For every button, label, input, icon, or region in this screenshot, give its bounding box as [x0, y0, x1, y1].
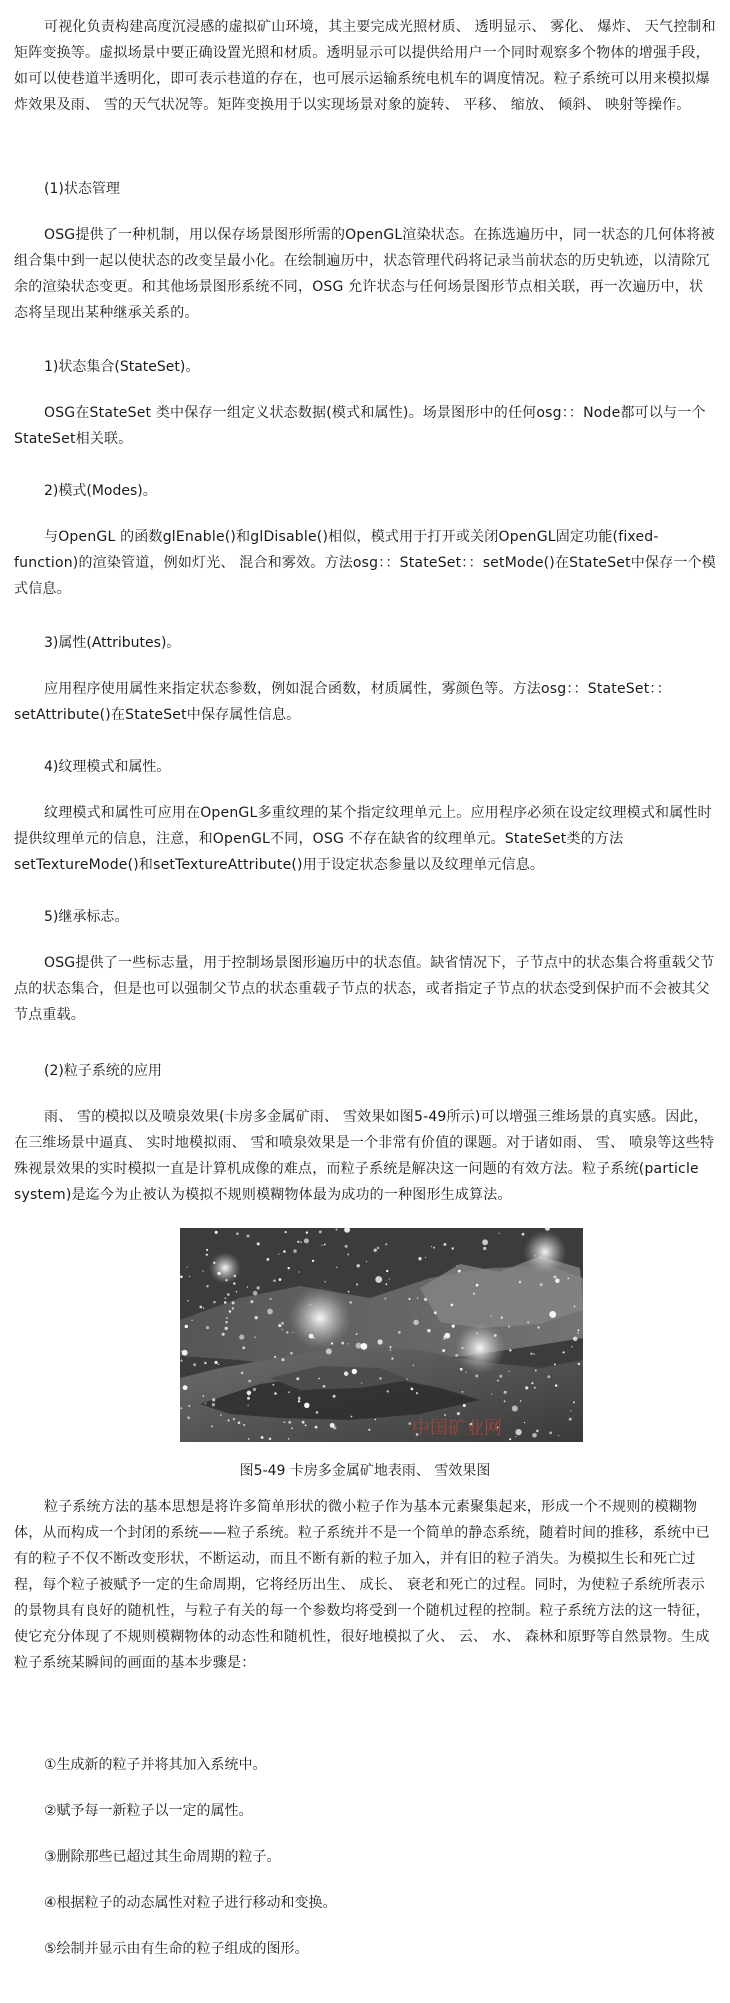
- snow-particle: [451, 1304, 454, 1307]
- snow-particle: [341, 1342, 344, 1345]
- snow-particle: [527, 1321, 529, 1323]
- snow-particle: [525, 1386, 528, 1389]
- snow-particle: [458, 1270, 461, 1273]
- snow-particle: [274, 1392, 277, 1395]
- snow-particle: [427, 1329, 430, 1332]
- snow-particle: [212, 1398, 215, 1401]
- snow-particle: [530, 1353, 532, 1355]
- snow-particle: [273, 1280, 275, 1282]
- snow-particle: [356, 1343, 362, 1349]
- snow-particle: [418, 1257, 421, 1260]
- snow-particle: [333, 1426, 336, 1429]
- snow-particle: [309, 1334, 314, 1339]
- modes-paragraph: 与OpenGL 的函数glEnable()和glDisable()相似，模式用于打开或关闭OpenGL固定功能(fixed-function)的渲染管道，例如灯光、 混合和雾效。方法osg：：StateSet：：setMode()在StateSet中保存一个模式信息。: [14, 529, 717, 597]
- snow-particle: [384, 1298, 386, 1300]
- particle-paragraph: 雨、 雪的模拟以及喷泉效果(卡房多金属矿雨、 雪效果如图5-49所示)可以增强三维场景的真实感。因此，在三维场景中逼真、 实时地模拟雨、 雪和喷泉效果是一个非常有价值的课题。对于诸如雨、 雪、 喷泉等这些特殊视景效果的实时模拟一直是计算机成像的难点，而粒子系统是解决这一问题的有效方法。粒子系统(particle system)是迄今为止被认为模拟不规则模糊物体最为成功的一种图形生成算法。: [14, 1109, 715, 1203]
- snow-particle: [187, 1300, 189, 1302]
- heading-attributes: 3)属性(Attributes)。: [44, 635, 181, 651]
- snow-particle: [225, 1327, 228, 1330]
- snow-particle: [461, 1391, 463, 1393]
- snow-particle: [318, 1378, 320, 1380]
- snow-particle: [293, 1249, 296, 1252]
- snow-particle: [386, 1283, 388, 1285]
- snow-particle: [286, 1331, 288, 1333]
- snow-particle: [225, 1321, 227, 1323]
- snow-particle: [499, 1375, 502, 1378]
- snow-particle: [232, 1301, 235, 1304]
- snow-particle: [531, 1382, 533, 1384]
- snow-particle: [389, 1278, 390, 1279]
- snow-particle: [386, 1390, 388, 1392]
- snow-particle: [220, 1414, 222, 1416]
- snow-particle: [222, 1333, 225, 1336]
- snow-particle: [578, 1329, 580, 1331]
- snow-particle: [218, 1364, 219, 1365]
- snow-particle: [413, 1365, 414, 1366]
- snow-particle: [233, 1275, 236, 1278]
- snow-particle: [509, 1438, 511, 1440]
- snow-particle: [366, 1261, 367, 1262]
- snow-particle: [336, 1267, 337, 1268]
- snow-particle: [254, 1336, 256, 1338]
- snow-particle: [335, 1228, 337, 1230]
- snow-particle: [425, 1257, 426, 1258]
- snow-particle: [324, 1281, 326, 1283]
- snow-particle: [227, 1419, 229, 1421]
- snow-particle: [298, 1400, 300, 1402]
- snow-particle: [284, 1421, 286, 1423]
- snow-particle: [180, 1360, 182, 1362]
- snow-particle: [224, 1301, 227, 1304]
- snow-particle: [278, 1324, 281, 1327]
- snow-particle: [233, 1418, 235, 1420]
- snow-particle: [206, 1249, 208, 1251]
- snow-particle: [577, 1332, 579, 1334]
- snow-particle: [452, 1247, 454, 1249]
- snow-particle: [347, 1254, 349, 1256]
- snow-particle: [509, 1349, 511, 1351]
- snow-particle: [266, 1258, 269, 1261]
- snow-particle: [236, 1232, 239, 1235]
- snow-particle: [377, 1339, 382, 1344]
- snow-particle: [498, 1233, 499, 1234]
- snow-particle: [182, 1350, 188, 1356]
- snow-particle: [408, 1298, 410, 1300]
- snow-particle: [187, 1416, 190, 1419]
- snow-particle: [573, 1337, 578, 1342]
- snow-particle: [205, 1403, 206, 1404]
- step-item-5: ⑤绘制并显示由有生命的粒子组成的图形。: [44, 1941, 309, 1957]
- snow-particle: [300, 1241, 301, 1242]
- snow-particle: [238, 1421, 241, 1424]
- snow-particle: [199, 1306, 202, 1309]
- snow-particle: [413, 1320, 419, 1326]
- snow-particle: [256, 1286, 259, 1289]
- snow-particle: [213, 1301, 216, 1304]
- snow-particle: [351, 1416, 353, 1418]
- snow-particle: [288, 1438, 289, 1439]
- snow-particle: [202, 1270, 204, 1272]
- snow-particle: [324, 1244, 326, 1246]
- snow-particle: [306, 1231, 308, 1233]
- snow-particle: [213, 1262, 215, 1264]
- snow-particle: [462, 1347, 464, 1349]
- snow-particle: [476, 1284, 479, 1287]
- snow-particle: [248, 1380, 251, 1383]
- snow-particle: [558, 1435, 559, 1436]
- snow-particle: [443, 1338, 445, 1340]
- snow-particle: [304, 1238, 309, 1243]
- snow-particle: [248, 1438, 250, 1440]
- snow-particle: [524, 1422, 525, 1423]
- snow-particle: [247, 1405, 248, 1406]
- snow-particle: [250, 1300, 253, 1303]
- heading-texture: 4)纹理模式和属性。: [44, 759, 171, 775]
- state-management-paragraph: OSG提供了一种机制，用以保存场景图形所需的OpenGL渲染状态。在拣选遍历中，同一状态的几何体将被组合集中到一起以使状态的改变呈最小化。在绘制遍历中，状态管理代码将记录当前状态的历史轨迹，以清除冗余的渲染状态变更。和其他场景图形系统不同，OSG 允许状态与任何场景图形节点相关联，再一次遍历中，状态将呈现出某种继承关系的。: [14, 227, 715, 321]
- snow-particle: [555, 1384, 557, 1386]
- snow-particle: [282, 1358, 285, 1361]
- snow-particle: [379, 1377, 381, 1379]
- snow-particle: [452, 1325, 455, 1328]
- snow-particle: [457, 1412, 460, 1415]
- snow-particle: [291, 1427, 293, 1429]
- snow-particle: [569, 1418, 572, 1421]
- snow-particle: [417, 1298, 418, 1299]
- snow-particle: [501, 1316, 503, 1318]
- snow-particle: [375, 1419, 376, 1420]
- snow-particle: [281, 1322, 284, 1325]
- snow-particle: [391, 1357, 393, 1359]
- snow-particle: [267, 1309, 273, 1315]
- intro-paragraph: 可视化负责构建高度沉浸感的虚拟矿山环境，其主要完成光照材质、 透明显示、 雾化、 爆炸、 天气控制和矩阵变换等。虚拟场景中要正确设置光照和材质。透明显示可以提供给用户一个同时观察多个物体的增强手段，如可以使巷道半透明化，即可表示巷道的存在，也可展示运输系统电机车的调度情况。粒子系统可以用来模拟爆炸效果及雨、 雪的天气状况等。矩阵变换用于以实现场景对象的旋转、 平移、 缩放、 倾斜、 映射等操作。: [14, 19, 716, 113]
- snow-particle: [520, 1400, 521, 1401]
- snow-particle: [253, 1291, 258, 1296]
- snow-particle: [473, 1293, 475, 1295]
- snow-particle: [248, 1394, 250, 1396]
- rain-snow-image: [180, 1228, 583, 1442]
- snow-particle: [390, 1346, 392, 1348]
- snow-particle: [236, 1291, 238, 1293]
- snow-particle: [573, 1401, 575, 1403]
- snow-particle: [305, 1425, 307, 1427]
- snow-particle: [296, 1377, 299, 1380]
- snow-particle: [563, 1351, 565, 1353]
- snow-particle: [554, 1276, 557, 1279]
- snow-particle: [313, 1337, 315, 1339]
- snow-particle: [274, 1356, 276, 1358]
- snow-particle: [226, 1317, 228, 1319]
- snow-particle: [319, 1230, 322, 1233]
- snow-particle: [211, 1425, 213, 1427]
- snow-particle: [344, 1371, 349, 1376]
- snow-particle: [540, 1283, 543, 1286]
- snow-particle: [281, 1329, 282, 1330]
- snow-particle: [444, 1333, 450, 1339]
- snow-particle: [227, 1266, 228, 1267]
- snow-particle: [345, 1245, 348, 1248]
- snow-particle: [241, 1372, 244, 1375]
- snow-particle: [460, 1368, 463, 1371]
- snow-particle: [504, 1391, 507, 1394]
- snow-particle: [549, 1431, 552, 1434]
- snow-particle: [385, 1243, 387, 1245]
- snow-particle: [571, 1346, 572, 1347]
- figure-caption: 图5-49 卡房多金属矿地表雨、 雪效果图: [239, 1463, 491, 1479]
- snow-particle: [522, 1233, 525, 1236]
- snow-particle: [532, 1433, 537, 1438]
- heading-modes: 2)模式(Modes)。: [44, 483, 157, 499]
- snow-particle: [257, 1242, 260, 1245]
- snow-particle: [534, 1353, 535, 1354]
- snow-particle: [348, 1291, 350, 1293]
- snow-particle: [288, 1267, 290, 1269]
- step-item-1: ①生成新的粒子并将其加入系统中。: [44, 1757, 267, 1773]
- snow-particle: [283, 1250, 286, 1253]
- heading-stateset: 1)状态集合(StateSet)。: [44, 359, 200, 375]
- snow-particle: [188, 1405, 190, 1407]
- snow-particle: [206, 1254, 208, 1256]
- snow-particle: [515, 1429, 521, 1435]
- snow-particle: [247, 1286, 249, 1288]
- snow-particle: [243, 1424, 245, 1426]
- snow-particle: [491, 1315, 492, 1316]
- snow-particle: [508, 1370, 510, 1372]
- snow-particle: [537, 1326, 539, 1328]
- snow-particle: [356, 1333, 358, 1335]
- snow-particle: [361, 1343, 368, 1350]
- snow-particle: [519, 1281, 521, 1283]
- figure-watermark: 中国矿业网: [412, 1418, 502, 1439]
- snow-particle: [215, 1231, 218, 1234]
- snow-particle: [206, 1326, 209, 1329]
- snow-particle: [297, 1241, 299, 1243]
- snow-particle: [443, 1243, 446, 1246]
- snow-particle: [547, 1375, 550, 1378]
- heading-state-management: (1)状态管理: [44, 181, 120, 197]
- snow-particle: [261, 1436, 264, 1439]
- snow-particle: [232, 1307, 234, 1309]
- snow-particle: [272, 1384, 274, 1386]
- inheritance-paragraph: OSG提供了一些标志量，用于控制场景图形遍历中的状态值。缺省情况下，子节点中的状态集合将重载父节点的状态集合，但是也可以强制父节点的状态重载子节点的状态，或者指定子节点的状态受到保护而不会被其父节点重载。: [14, 955, 715, 1023]
- snow-particle: [374, 1249, 377, 1252]
- snow-particle: [253, 1388, 256, 1391]
- snow-particle: [578, 1363, 580, 1365]
- heading-inheritance: 5)继承标志。: [44, 909, 129, 925]
- attributes-paragraph: 应用程序使用属性来指定状态参数，例如混合函数，材质属性，雾颜色等。方法osg：：StateSet：：setAttribute()在StateSet中保存属性信息。: [14, 681, 671, 723]
- snow-particle: [247, 1397, 250, 1400]
- snow-particle: [312, 1260, 314, 1262]
- snow-particle: [191, 1320, 192, 1321]
- snow-particle: [375, 1276, 382, 1283]
- texture-paragraph: 纹理模式和属性可应用在OpenGL多重纹理的某个指定纹理单元上。应用程序必须在设定纹理模式和属性时提供纹理单元的信息，注意，和OpenGL不同，OSG 不存在缺省的纹理单元。StateSet类的方法setTextureMode()和setTextureAttribute()用于设定状态参量以及纹理单元信息。: [14, 805, 712, 873]
- snow-particle: [204, 1362, 207, 1365]
- snow-particle: [494, 1334, 497, 1337]
- snow-particle: [302, 1421, 305, 1424]
- snow-particle: [555, 1279, 560, 1284]
- snow-particle: [411, 1388, 414, 1391]
- snow-particle: [217, 1272, 220, 1275]
- snow-particle: [549, 1311, 556, 1318]
- snow-particle: [180, 1407, 182, 1409]
- snow-particle: [227, 1293, 230, 1296]
- snow-particle: [535, 1370, 537, 1372]
- snow-particle: [515, 1436, 516, 1437]
- step-item-3: ③删除那些已超过其生命周期的粒子。: [44, 1849, 281, 1865]
- snow-particle: [206, 1285, 209, 1288]
- snow-particle: [456, 1265, 457, 1266]
- snow-particle: [534, 1387, 536, 1389]
- snow-particle: [361, 1383, 362, 1384]
- snow-particle: [279, 1278, 282, 1281]
- snow-particle: [270, 1298, 272, 1300]
- snow-particle: [202, 1395, 204, 1397]
- snow-particle: [567, 1277, 569, 1279]
- snow-particle: [316, 1411, 318, 1413]
- snow-particle: [310, 1304, 311, 1305]
- snow-particle: [386, 1270, 388, 1272]
- snow-particle: [491, 1394, 492, 1395]
- snow-particle: [331, 1342, 333, 1344]
- snow-particle: [444, 1414, 446, 1416]
- snow-particle: [187, 1266, 188, 1267]
- snow-particle: [349, 1301, 352, 1304]
- snow-particle: [377, 1247, 380, 1250]
- snow-particle: [239, 1335, 244, 1340]
- snow-particle: [554, 1364, 556, 1366]
- snow-particle: [326, 1348, 332, 1354]
- snow-particle: [242, 1347, 245, 1350]
- snow-particle: [476, 1333, 477, 1334]
- snow-particle: [285, 1231, 287, 1233]
- snow-particle: [333, 1395, 336, 1398]
- snow-particle: [463, 1404, 466, 1407]
- snow-particle: [246, 1234, 249, 1237]
- snow-particle: [180, 1275, 183, 1278]
- snow-particle: [574, 1306, 576, 1308]
- snow-particle: [185, 1325, 188, 1328]
- snow-particle: [536, 1430, 539, 1433]
- snow-particle: [304, 1403, 309, 1408]
- snow-particle: [434, 1311, 437, 1314]
- snow-particle: [357, 1264, 360, 1267]
- rain-snow-figure: [180, 1228, 583, 1442]
- snow-particle: [570, 1410, 571, 1411]
- step-item-4: ④根据粒子的动态属性对粒子进行移动和变换。: [44, 1895, 337, 1911]
- snow-particle: [504, 1400, 506, 1402]
- snow-particle: [288, 1391, 290, 1393]
- snow-particle: [288, 1421, 291, 1424]
- snow-particle: [225, 1279, 227, 1281]
- snow-particle: [298, 1397, 301, 1400]
- snow-particle: [497, 1380, 499, 1382]
- snow-particle: [508, 1326, 510, 1328]
- snow-particle: [483, 1247, 486, 1250]
- snow-particle: [416, 1392, 418, 1394]
- snow-particle: [512, 1405, 518, 1411]
- snow-particle: [407, 1378, 408, 1379]
- snow-particle: [398, 1331, 401, 1334]
- snow-particle: [408, 1422, 411, 1425]
- stateset-paragraph: OSG在StateSet 类中保存一组定义状态数据(模式和属性)。场景图形中的任何osg：：Node都可以与一个StateSet相关联。: [14, 405, 706, 447]
- snow-particle: [189, 1276, 190, 1277]
- snow-particle: [290, 1352, 293, 1355]
- snow-particle: [347, 1343, 348, 1344]
- snow-particle: [224, 1297, 226, 1299]
- snow-particle: [389, 1349, 391, 1351]
- snow-particle: [431, 1246, 432, 1247]
- snow-particle: [424, 1298, 427, 1301]
- snow-particle: [534, 1255, 535, 1256]
- snow-particle: [455, 1354, 458, 1357]
- snow-particle: [475, 1374, 478, 1377]
- snow-particle: [278, 1253, 279, 1254]
- step-item-2: ②赋予每一新粒子以一定的属性。: [44, 1803, 253, 1819]
- snow-particle: [352, 1369, 357, 1374]
- snow-particle: [292, 1332, 293, 1333]
- snow-particle: [269, 1437, 272, 1440]
- snow-particle: [212, 1403, 215, 1406]
- snow-particle: [321, 1245, 322, 1246]
- snow-particle: [466, 1371, 467, 1372]
- snow-particle: [233, 1282, 236, 1285]
- snow-particle: [315, 1426, 318, 1429]
- snow-particle: [203, 1307, 204, 1308]
- snow-particle: [298, 1271, 300, 1273]
- snow-particle: [482, 1239, 488, 1245]
- snow-particle: [214, 1361, 217, 1364]
- snow-particle: [255, 1316, 258, 1319]
- snow-particle: [433, 1247, 435, 1249]
- snow-particle: [356, 1283, 358, 1285]
- heading-particle-system: (2)粒子系统的应用: [44, 1063, 162, 1079]
- snow-particle: [442, 1349, 445, 1352]
- snow-particle: [183, 1385, 188, 1390]
- snow-particle: [193, 1363, 196, 1366]
- snow-particle: [229, 1310, 231, 1312]
- snow-particle: [368, 1429, 370, 1431]
- particle-method-paragraph: 粒子系统方法的基本思想是将许多简单形状的微小粒子作为基本元素聚集起来，形成一个不规则的模糊物体，从而构成一个封闭的系统——粒子系统。粒子系统并不是一个简单的静态系统，随着时间的推移，系统中已有的粒子不仅不断改变形状，不断运动，而且不断有新的粒子加入，并有旧的粒子消失。为模拟生长和死亡过程，每个粒子被赋予一定的生命周期，它将经历出生、 成长、 衰老和死亡的过程。同时，为使粒子系统所表示的景物具有良好的随机性，与粒子有关的每一个参数均将受到一个随机过程的控制。粒子系统方法的这一特征，使它充分体现了不规则模糊物体的动态性和随机性，很好地模拟了火、 云、 水、 森林和原野等自然景物。生成粒子系统某瞬间的画面的基本步骤是：: [14, 1499, 710, 1671]
- snow-particle: [323, 1385, 326, 1388]
